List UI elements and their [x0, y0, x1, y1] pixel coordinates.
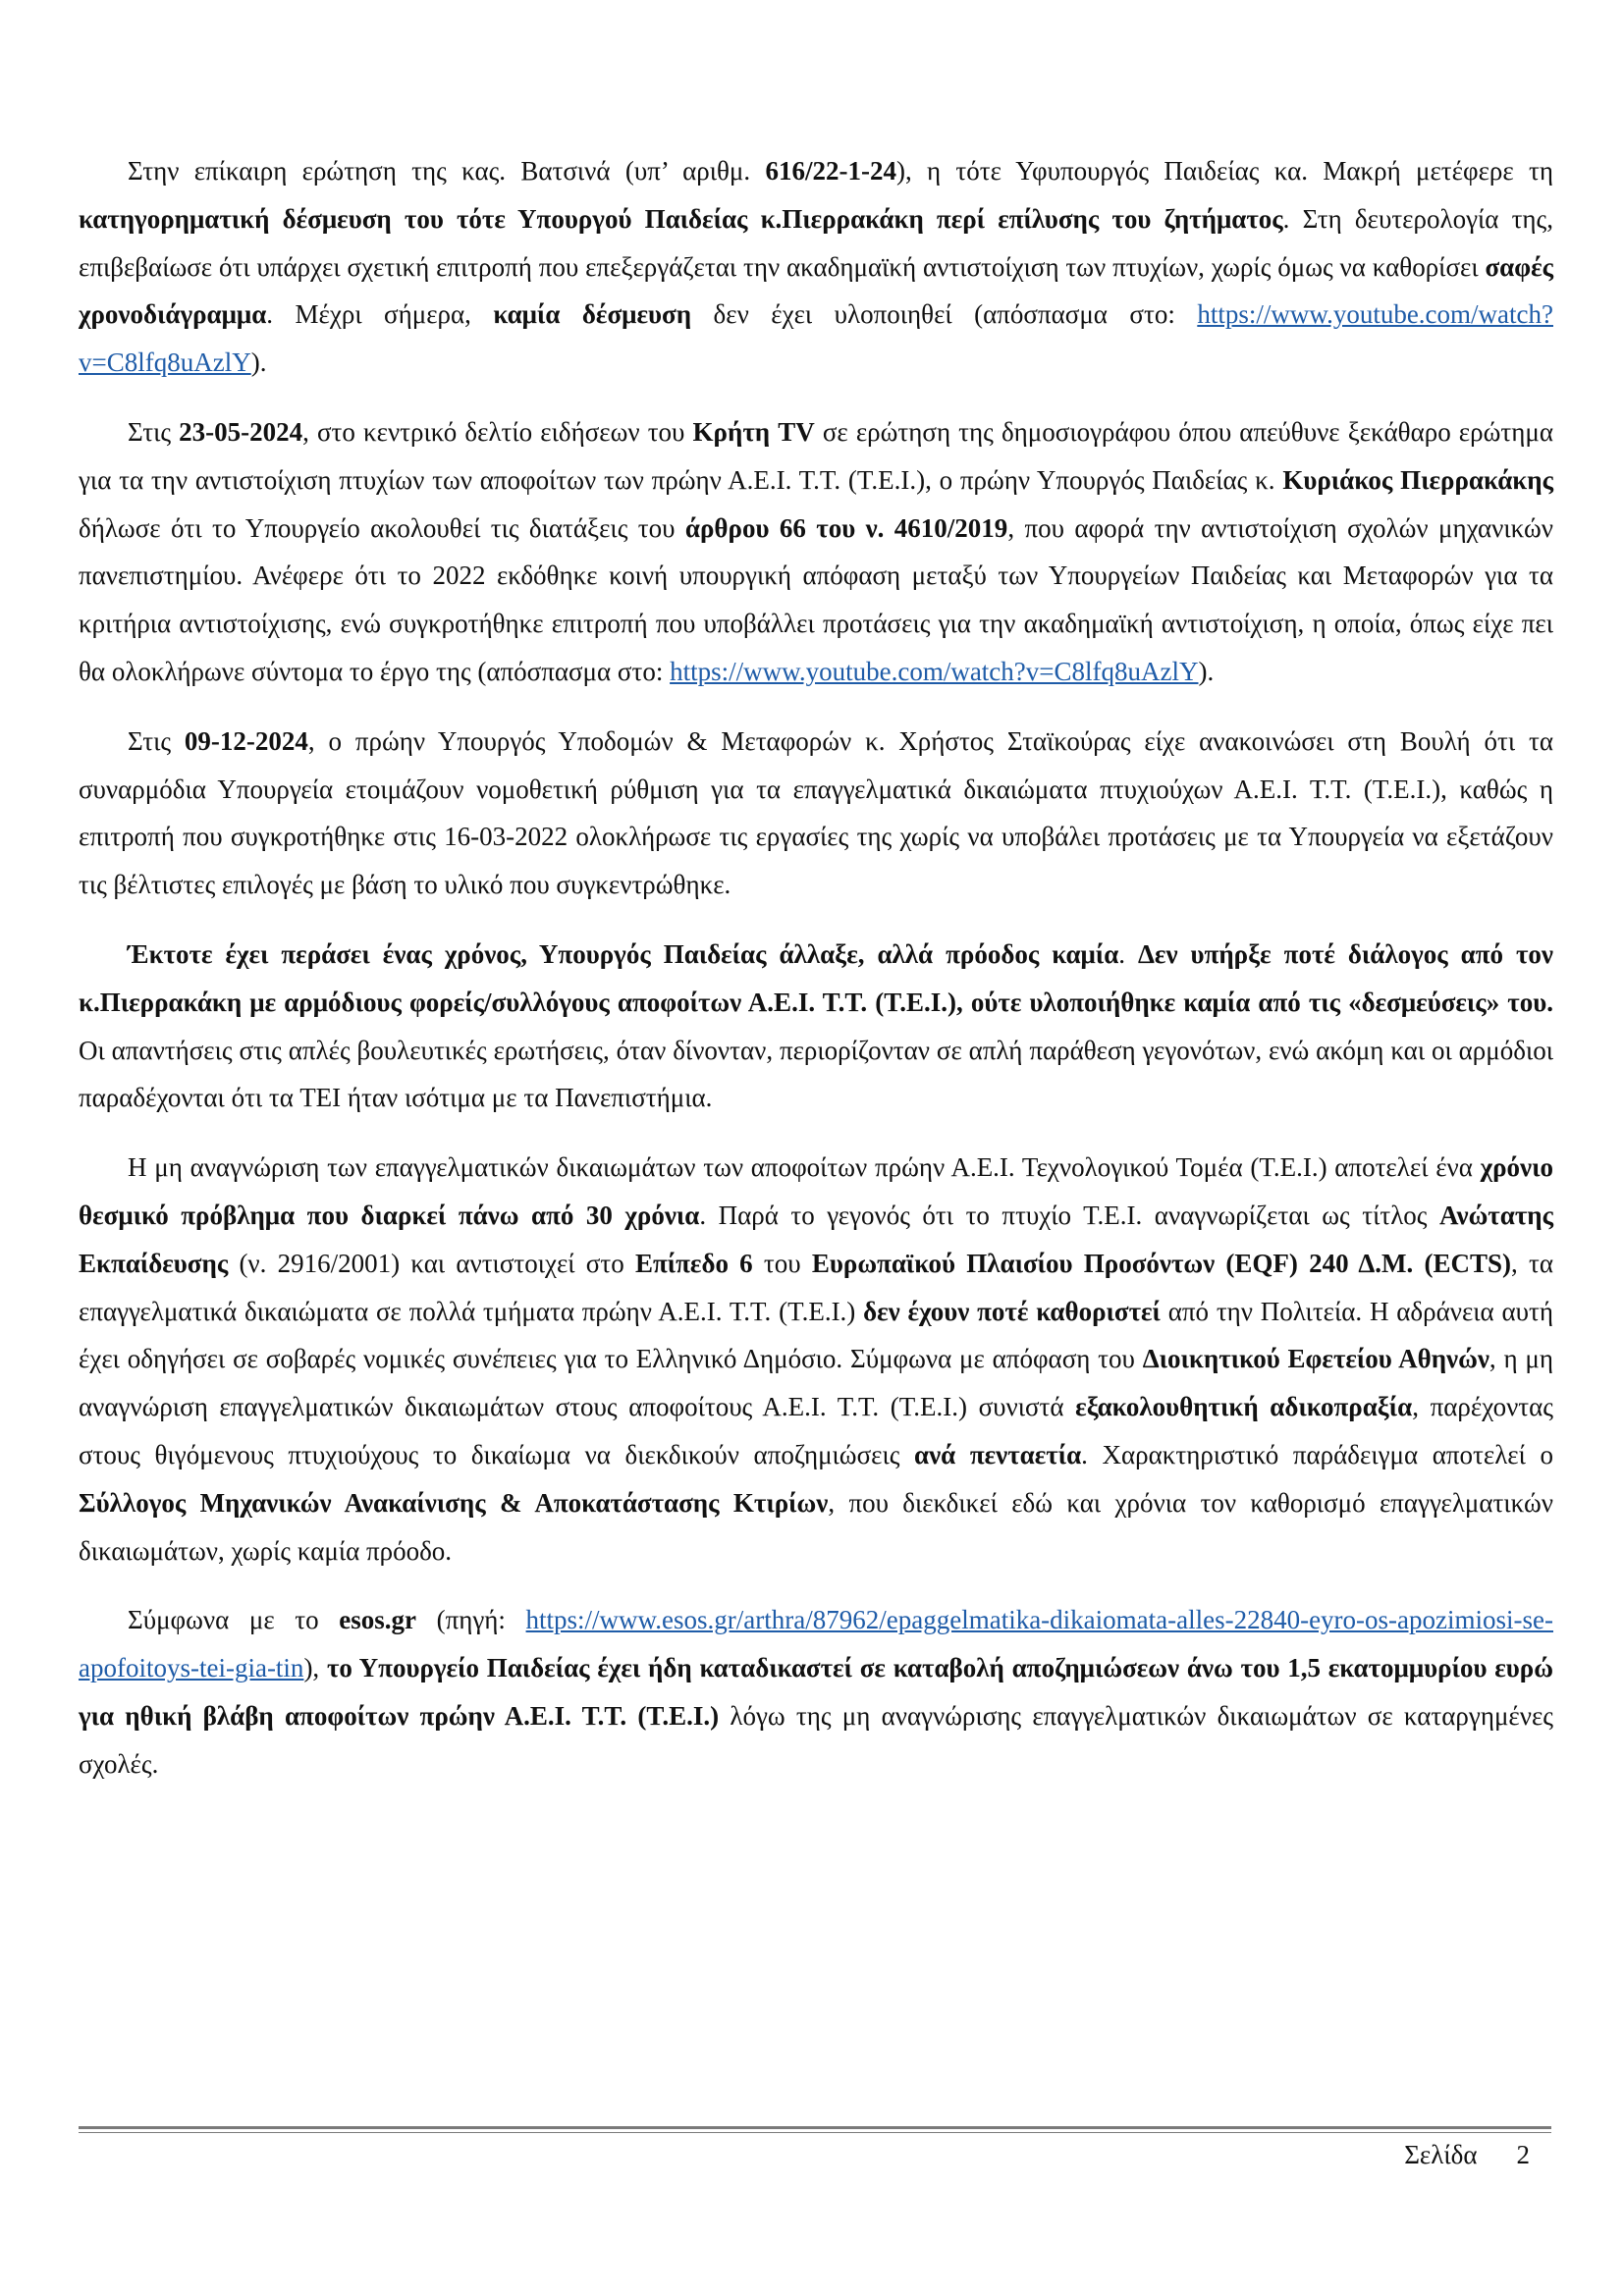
- bold-text: Ευρωπαϊκού Πλαισίου Προσόντων (EQF) 240 Δ.Μ. (ECTS): [811, 1248, 1512, 1278]
- paragraph-1: [79, 147, 1553, 387]
- bold-text: Κυριάκος Πιερρακάκης: [1282, 464, 1553, 495]
- text-run: . Μέχρι σήμερα,: [266, 299, 494, 330]
- text-run: του: [752, 1248, 812, 1278]
- footer-divider: [79, 2126, 1551, 2129]
- bold-text: εξακολουθητική αδικοπραξία: [1075, 1392, 1413, 1422]
- text-run: ).: [1198, 656, 1215, 686]
- text-run: . Παρά το γεγονός ότι το πτυχίο Τ.Ε.Ι. αναγνωρίζεται ως τίτλος: [699, 1200, 1440, 1230]
- bold-text: esos.gr: [339, 1605, 417, 1635]
- bold-text: χρόνιο θεσμικό πρόβλημα που διαρκεί πάνω από 30 χρόνια: [79, 1152, 1553, 1230]
- bold-text: άρθρου 66 του ν. 4610/2019: [684, 512, 1008, 543]
- text-run: ), η τότε Υφυπουργός Παιδείας κα. Μακρή μετέφερε τη: [895, 156, 1553, 186]
- text-run: , η μη αναγνώριση επαγγελματικών δικαιωμάτων στους αποφοίτους Α.Ε.Ι. Τ.Τ. (Τ.Ε.Ι.) συνιστά: [79, 1344, 1554, 1422]
- text-run: , που διεκδικεί εδώ και χρόνια τον καθορισμό επαγγελματικών δικαιωμάτων, χωρίς καμία πρόοδο.: [79, 1487, 1553, 1566]
- page-number: 2: [1516, 2140, 1530, 2169]
- bold-text: 09-12-2024: [184, 725, 308, 756]
- text-run: Η μη αναγνώριση των επαγγελματικών δικαιωμάτων των αποφοίτων πρώην Α.Ε.Ι. Τεχνολογικού Τομέα (Τ.Ε.Ι.) αποτελεί ένα: [128, 1152, 1481, 1183]
- bold-text: Δεν υπήρξε ποτέ διάλογος από τον κ.Πιερρακάκη με αρμόδιους φορείς/συλλόγους αποφοίτων Α.Ε.Ι. Τ.Τ. (Τ.Ε.Ι.), ούτε υλοποιήθηκε καμία από τις «δεσμεύσεις» του.: [79, 938, 1553, 1017]
- text-run: , στο κεντρικό δελτίο ειδήσεων του: [302, 416, 693, 447]
- text-run: Στην επίκαιρη ερώτηση της κας. Βατσινά (υπ’ αριθμ.: [128, 156, 766, 186]
- paragraph-3: [79, 718, 1553, 909]
- bold-text: Επίπεδο 6: [634, 1248, 753, 1278]
- text-run: , παρέχοντας στους θιγόμενους πτυχιούχους το δικαίωμα να διεκδικούν αποζημιώσεις: [79, 1392, 1553, 1469]
- page-footer: [1404, 2140, 1530, 2170]
- bold-text: Σύλλογος Μηχανικών Ανακαίνισης & Αποκατάστασης Κτιρίων: [79, 1487, 829, 1518]
- bold-text: 616/22-1-24: [765, 156, 896, 186]
- bold-text: ανά πενταετία: [914, 1439, 1082, 1469]
- paragraph-6: [79, 1596, 1553, 1788]
- source-link[interactable]: https://www.esos.gr/arthra/87962/epaggelmatika-dikaiomata-alles-22840-eyro-os-apozimiosi-se-apofoitoys-tei-gia-tin: [79, 1605, 1553, 1683]
- bold-text: σαφές χρονοδιάγραμμα: [79, 251, 1553, 330]
- bold-text: δεν έχουν ποτέ καθοριστεί: [863, 1296, 1161, 1326]
- bold-text: Διοικητικού Εφετείου Αθηνών: [1142, 1344, 1489, 1374]
- paragraph-4: [79, 931, 1553, 1122]
- bold-text: κατηγορηματική δέσμευση του τότε Υπουργού Παιδείας κ.Πιερρακάκη περί επίλυσης του ζητήματος: [79, 203, 1283, 234]
- bold-text: Έκτοτε έχει περάσει ένας χρόνος, Υπουργός Παιδείας άλλαξε, αλλά πρόοδος καμία: [128, 938, 1119, 969]
- text-run: Οι απαντήσεις στις απλές βουλευτικές ερωτήσεις, όταν δίνονταν, περιορίζονταν σε απλή παράθεση γεγονότων, ενώ ακόμη και οι αρμόδιοι παραδέχονται ότι τα ΤΕΙ ήταν ισότιμα με τα Πανεπιστήμια.: [79, 1035, 1553, 1113]
- text-run: λόγω της μη αναγνώρισης επαγγελματικών δικαιωμάτων σε καταργημένες σχολές.: [79, 1700, 1554, 1779]
- text-run: από την Πολιτεία. Η αδράνεια αυτή έχει οδηγήσει σε σοβαρές νομικές συνέπειες για το Ελληνικό Δημόσιο. Σύμφωνα με απόφαση του: [79, 1296, 1553, 1374]
- bold-text: 23-05-2024: [179, 416, 303, 447]
- text-run: Σύμφωνα με το: [128, 1605, 340, 1635]
- source-link[interactable]: https://www.youtube.com/watch?v=C8lfq8uAzlY: [79, 299, 1553, 378]
- text-run: Στις: [128, 725, 185, 756]
- source-link[interactable]: https://www.youtube.com/watch?v=C8lfq8uAzlY: [670, 656, 1199, 686]
- text-run: ),: [303, 1653, 327, 1683]
- text-run: . Χαρακτηριστικό παράδειγμα αποτελεί ο: [1081, 1439, 1553, 1469]
- paragraph-2: [79, 408, 1553, 696]
- text-run: . Στη δευτερολογία της, επιβεβαίωσε ότι υπάρχει σχετική επιτροπή που επεξεργάζεται την ακαδημαϊκή αντιστοίχιση των πτυχίων, χωρίς όμως να καθορίσει: [79, 203, 1553, 282]
- text-run: Στις: [128, 416, 180, 447]
- text-run: (πηγή:: [416, 1605, 526, 1635]
- page-label: Σελίδα: [1404, 2140, 1478, 2169]
- document-body: [79, 147, 1553, 1810]
- text-run: , τα επαγγελματικά δικαιώματα σε πολλά τμήματα πρώην Α.Ε.Ι. Τ.Τ. (Τ.Ε.Ι.): [79, 1248, 1554, 1326]
- text-run: , ο πρώην Υπουργός Υποδομών & Μεταφορών κ. Χρήστος Σταϊκούρας είχε ανακοινώσει στη Βουλή ότι τα συναρμόδια Υπουργεία ετοιμάζουν νομοθετική ρύθμιση για τα επαγγελματικά δικαιώματα πτυχιούχων Α.Ε.Ι. Τ.Τ. (Τ.Ε.Ι.), καθώς η επιτροπή που συγκροτήθηκε στις 16-03-2022 ολοκλήρωσε τις εργασίες της χωρίς να υποβάλει προτάσεις με τα Υπουργεία να εξετάζουν τις βέλτιστες επιλογές με βάση το υλικό που συγκεντρώθηκε.: [79, 725, 1553, 900]
- text-run: (ν. 2916/2001) και αντιστοιχεί στο: [228, 1248, 635, 1278]
- text-run: .: [1118, 938, 1138, 969]
- text-run: , που αφορά την αντιστοίχιση σχολών μηχανικών πανεπιστημίου. Ανέφερε ότι το 2022 εκδόθηκε κοινή υπουργική απόφαση μεταξύ των Υπουργείων Παιδείας και Μεταφορών για τα κριτήρια αντιστοίχισης, ενώ συγκροτήθηκε επιτροπή που υποβάλλει προτάσεις για την ακαδημαϊκή αντιστοίχιση, η οποία, όπως είχε πει θα ολοκλήρωνε σύντομα το έργο της (απόσπασμα στο:: [79, 512, 1553, 686]
- text-run: δήλωσε ότι το Υπουργείο ακολουθεί τις διατάξεις του: [79, 512, 685, 543]
- paragraph-5: [79, 1144, 1553, 1575]
- text-run: σε ερώτηση της δημοσιογράφου όπου απεύθυνε ξεκάθαρο ερώτημα για τα την αντιστοίχιση πτυχίων των αποφοίτων των πρώην Α.Ε.Ι. Τ.Τ. (Τ.Ε.Ι.), ο πρώην Υπουργός Παιδείας κ.: [79, 416, 1553, 495]
- text-run: ).: [250, 347, 267, 378]
- footer-divider-thin: [79, 2132, 1551, 2133]
- text-run: δεν έχει υλοποιηθεί (απόσπασμα στο:: [691, 299, 1198, 330]
- bold-text: καμία δέσμευση: [493, 299, 692, 330]
- bold-text: το Υπουργείο Παιδείας έχει ήδη καταδικαστεί σε καταβολή αποζημιώσεων άνω του 1,5 εκατομμυρίου ευρώ για ηθική βλάβη αποφοίτων πρώην Α.Ε.Ι. Τ.Τ. (Τ.Ε.Ι.): [79, 1653, 1553, 1731]
- bold-text: Ανώτατης Εκπαίδευσης: [79, 1200, 1553, 1278]
- bold-text: Κρήτη TV: [692, 416, 815, 447]
